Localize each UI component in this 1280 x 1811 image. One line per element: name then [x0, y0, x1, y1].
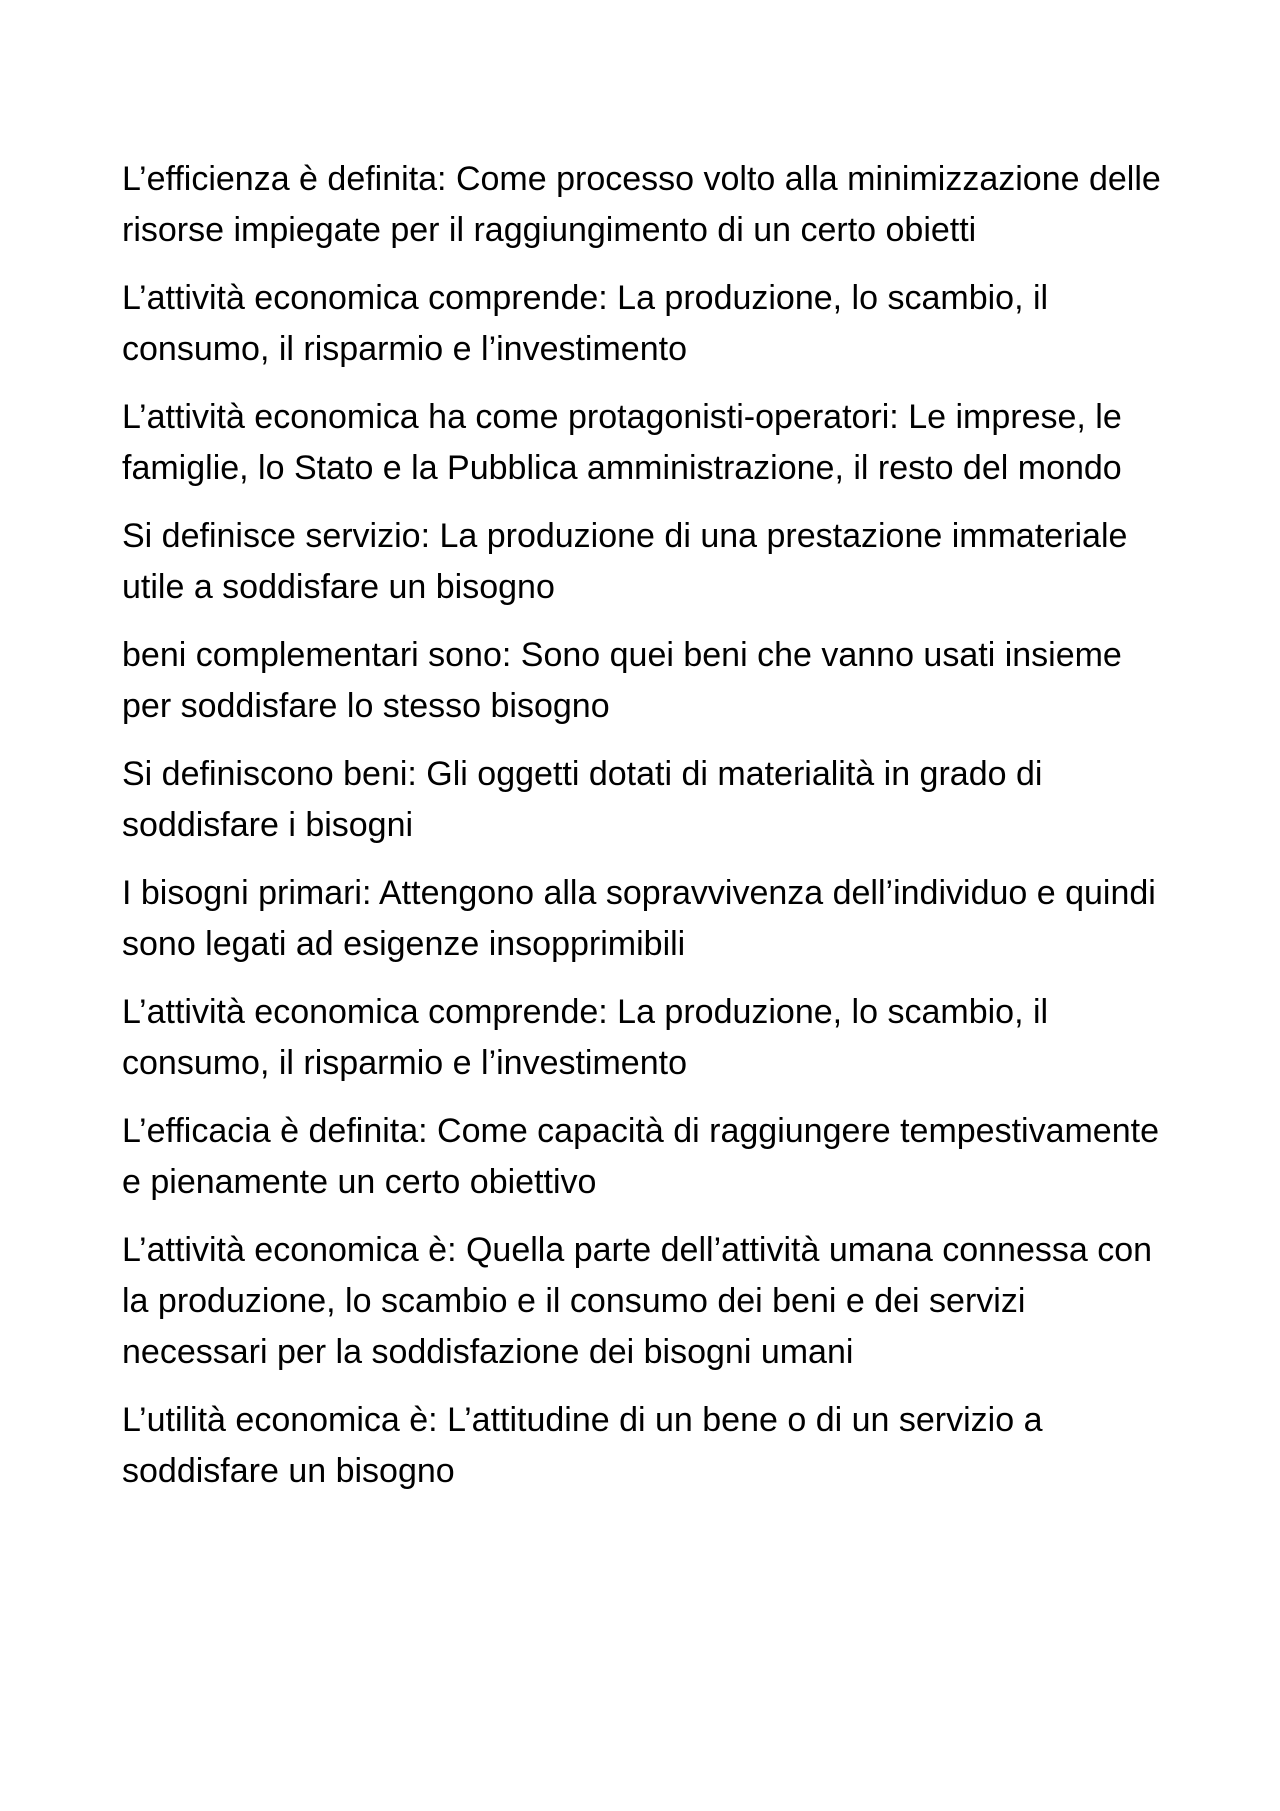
paragraph-attivita-definizione: L’attività economica è: Quella parte dell’attività umana connessa con la produzione, lo scambio e il consumo dei beni e dei servizi necessari per la soddisfazione dei bisogni umani: [122, 1231, 1153, 1371]
paragraph-attivita-comprende: L’attività economica comprende: La produzione, lo scambio, il consumo, il risparmio e l’investimento: [122, 279, 1049, 368]
paragraph-bisogni-primari: I bisogni primari: Attengono alla sopravvivenza dell’individuo e quindi sono legati ad esigenze insopprimibili: [122, 874, 1156, 963]
paragraph-efficienza: L’efficienza è definita: Come processo volto alla minimizzazione delle risorse impiegate per il raggiungimento di un certo obietti: [122, 160, 1161, 249]
paragraph-efficacia: L’efficacia è definita: Come capacità di raggiungere tempestivamente e pienamente un certo obiettivo: [122, 1112, 1159, 1201]
paragraph-beni-complementari: beni complementari sono: Sono quei beni che vanno usati insieme per soddisfare lo stesso bisogno: [122, 636, 1122, 725]
paragraph-attivita-comprende-repeat: L’attività economica comprende: La produzione, lo scambio, il consumo, il risparmio e l’investimento: [122, 993, 1049, 1082]
paragraph-utilita: L’utilità economica è: L’attitudine di un bene o di un servizio a soddisfare un bisogno: [122, 1401, 1043, 1490]
paragraph-beni: Si definiscono beni: Gli oggetti dotati di materialità in grado di soddisfare i bisogni: [122, 755, 1043, 844]
paragraph-protagonisti: L’attività economica ha come protagonisti-operatori: Le imprese, le famiglie, lo Stato e la Pubblica amministrazione, il resto del mondo: [122, 398, 1122, 487]
document-body: [122, 154, 1172, 1514]
paragraph-servizio: Si definisce servizio: La produzione di una prestazione immateriale utile a soddisfare un bisogno: [122, 517, 1128, 606]
